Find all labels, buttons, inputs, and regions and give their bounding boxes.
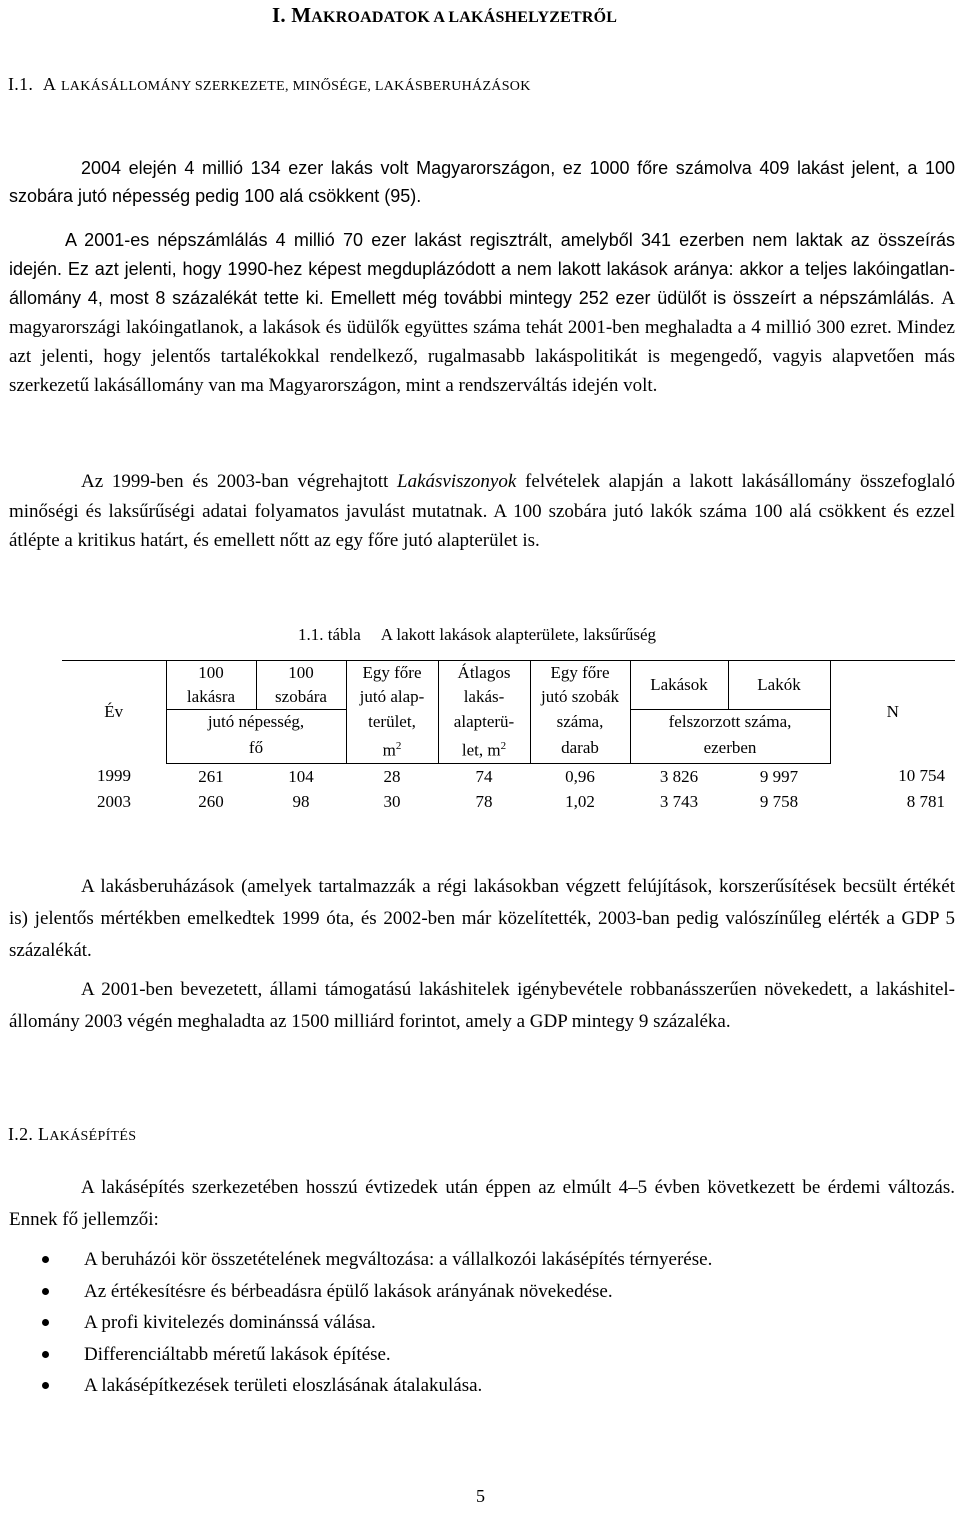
paragraph-survey: Az 1999-ben és 2003-ban végrehajtott Lakásviszonyok felvételek alapján a lakott lakásállomány összefoglaló minőségi és laksűrűségi adatai folyamatos javulást mutatnak. A 100 szobára jutó lakók száma 100 alá csökkent és ezzel átlépte a kritikus határt, és emellett nőtt az egy főre jutó alapterület is.: [9, 471, 956, 551]
cell: 74: [475, 766, 493, 786]
header-rooms-per-person: Egy főre: [530, 661, 630, 686]
header-per-100-rooms-line2: szobára: [256, 685, 346, 710]
paragraph-investment: A lakásberuházások (amelyek tartalmazzák a régi lakásokban végzett felújítások, korszerűsítések becsült értékét is) jelentős mértékben emelkedtek 1999 óta, és 2002-ben már közelítették, 2003-ban pedig valószínűleg elérték a GDP 5 százalékát.: [9, 876, 955, 961]
cell: 8 781: [906, 791, 945, 811]
header-average-area: Átlagos: [438, 661, 530, 686]
housing-density-table: [62, 660, 955, 814]
header-population-per: jutó népesség,: [166, 710, 346, 735]
header-area-per-person-unit: $m^2$: [346, 734, 438, 763]
cell: 1,02: [565, 791, 595, 811]
cell: 260: [198, 791, 224, 811]
list-item: A beruházói kör összetételének megváltozása: a vállalkozói lakásépítés térnyerése.: [40, 1244, 712, 1276]
header-year: Év: [62, 661, 166, 764]
cell: 30: [383, 791, 401, 811]
paragraph-loans: A 2001-ben bevezetett, állami támogatású lakáshitelek igénybevétele robbanásszerűen növekedett, a lakáshitel-állomány 2003 végén meghaladta az 1500 milliárd forintot, amely a GDP mintegy 9 százaléka.: [9, 979, 955, 1032]
list-item: Differenciáltabb méretű lakások építése.: [40, 1339, 712, 1371]
bullet-icon: [42, 1288, 49, 1295]
cell: 9 997: [759, 766, 799, 786]
header-population-unit: fő: [166, 734, 346, 763]
header-area-per-person: Egy főre: [346, 661, 438, 686]
page-number: 5: [476, 1486, 485, 1506]
cell: 98: [292, 791, 310, 811]
header-area-per-person-line2: jutó alap-: [346, 685, 438, 710]
paragraph-census: A 2001-es népszámlálás 4 millió 70 ezer lakást regisztrált, amelyből 341 ezerben nem laktak az összeírás idején. Ez azt jelenti, hogy 1990-hez képest megduplázódott a nem lakott lakások aránya: akkor a teljes lakóingatlan-állomány 4, most 8 százalékát tette ki. Emellett még további mintegy 252 ezer üdülőt is összeírt a népszámlálás. A magyarországi lakóingatlanok, a lakások és üdülők együttes száma tehát 2001-ben meghaladta a 4 millió 300 ezret. Mindez azt jelenti, hogy jelentős tartalékokkal rendelkező, rugalmasabb lakáspolitikát is megengedő, vagyis alapvetően más szerkezetű lakásállomány van ma Magyarországon, mint a rendszerváltás idején volt.: [9, 230, 955, 396]
bullet-icon: [42, 1351, 49, 1358]
header-n: N: [830, 661, 955, 764]
list-item: A profi kivitelezés dominánssá válása.: [40, 1307, 712, 1339]
list-item: Az értékesítésre és bérbeadásra épülő lakások arányának növekedése.: [40, 1276, 712, 1308]
cell: 261: [198, 766, 224, 786]
header-per-100-dwellings: 100: [166, 661, 256, 686]
table-caption: 1.1. tábla A lakott lakások alapterülete, laksűrűség: [298, 625, 657, 644]
survey-title: Lakásviszonyok: [397, 471, 517, 492]
table-row: [62, 763, 955, 789]
cell: 9 758: [759, 791, 799, 811]
cell: 78: [475, 791, 493, 811]
paragraph-construction: A lakásépítés szerkezetében hosszú évtizedek után éppen az elmúlt 4–5 évben következett be érdemi változás. Ennek fő jellemzői:: [9, 1177, 955, 1230]
characteristics-list: [40, 1244, 712, 1402]
header-rooms-per-person-line2: jutó szobák: [530, 685, 630, 710]
section-heading-1-1: I.1. A LAKÁSÁLLOMÁNY SZERKEZETE, MINŐSÉGE, LAKÁSBERUHÁZÁSOK: [8, 74, 531, 94]
bullet-icon: [42, 1256, 49, 1263]
bullet-icon: [42, 1319, 49, 1326]
header-thousands: ezerben: [630, 734, 830, 763]
paragraph-housing-stock: 2004 elején 4 millió 134 ezer lakás volt Magyarországon, ez 1000 főre számolva 409 lakást jelent, a 100 szobára jutó népesség pedig 100 alá csökkent (95).: [9, 158, 955, 206]
cell: 104: [288, 766, 314, 786]
list-item: A lakásépítkezések területi eloszlásának átalakulása.: [40, 1370, 712, 1402]
header-average-area-line3: alapterü-: [438, 710, 530, 735]
cell: 3 826: [659, 766, 699, 786]
header-per-100-rooms: 100: [256, 661, 346, 686]
cell-year: 1999: [97, 766, 131, 786]
table-row: [62, 789, 955, 814]
cell: 28: [383, 766, 401, 786]
header-rooms-per-person-unit: darab: [530, 734, 630, 763]
cell: 3 743: [659, 791, 699, 811]
header-average-area-line2: lakás-: [438, 685, 530, 710]
header-per-100-dwellings-line2: lakásra: [166, 685, 256, 710]
chapter-heading: I. MAKROADATOK A LAKÁSHELYZETRŐL: [272, 3, 618, 27]
header-residents: Lakók: [728, 661, 830, 710]
header-rooms-per-person-line3: száma,: [530, 710, 630, 735]
header-dwellings: Lakások: [630, 661, 728, 710]
bullet-icon: [42, 1382, 49, 1389]
cell-year: 2003: [97, 791, 131, 811]
cell: 0,96: [565, 766, 595, 786]
cell: 10 754: [898, 766, 945, 786]
section-heading-1-2: I.2. LAKÁSÉPÍTÉS: [8, 1124, 137, 1144]
header-grossed-up-count: felszorzott száma,: [630, 710, 830, 735]
header-average-area-unit: let, $m^2$: [438, 734, 530, 763]
header-area-per-person-line3: terület,: [346, 710, 438, 735]
